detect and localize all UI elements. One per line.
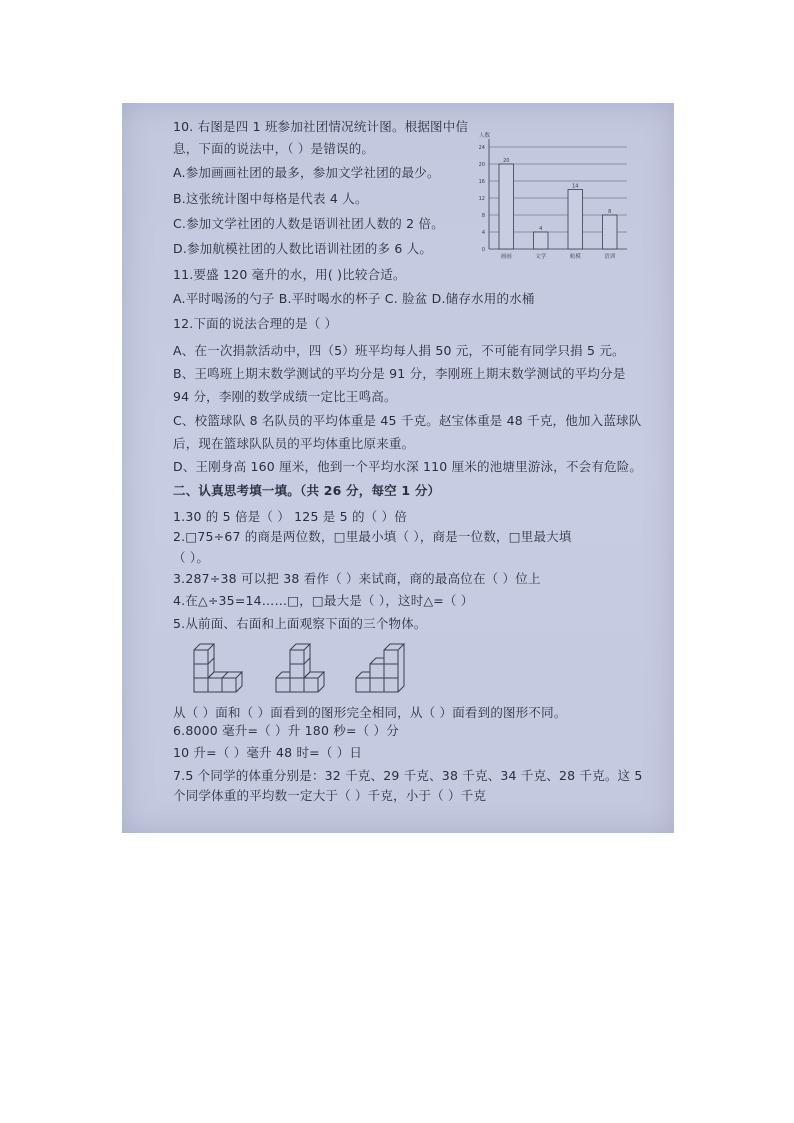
worksheet-line-25: 7.5 个同学的体重分别是：32 千克、29 千克、38 千克、34 千克、28 千克。这 5	[173, 768, 643, 783]
cube-object-2	[276, 644, 324, 692]
worksheet-line-10: B、王鸣班上期末数学测试的平均分是 91 分，李刚班上期末数学测试的平均分是	[173, 366, 626, 381]
bar-文学	[534, 232, 548, 249]
worksheet-line-15: 二、认真思考填一填。（共 26 分，每空 1 分）	[173, 483, 441, 498]
worksheet-line-26: 个同学体重的平均数一定大于（ ）千克，小于（ ）千克	[173, 788, 487, 803]
worksheet-line-18: （ ）。	[173, 550, 210, 565]
y-tick-3: 12	[478, 196, 485, 202]
y-tick-5: 20	[478, 162, 485, 168]
y-tick-4: 16	[478, 179, 485, 185]
worksheet-line-8: 12.下面的说法合理的是（ ）	[173, 316, 338, 331]
worksheet-line-23: 6.8000 毫升=（ ）升 180 秒=（ ）分	[173, 723, 399, 738]
worksheet-line-21: 5.从前面、右面和上面观察下面的三个物体。	[173, 616, 427, 631]
cube-object-1	[194, 644, 242, 692]
club-bar-chart	[467, 131, 632, 263]
worksheet-line-7: A.平时喝汤的勺子 B.平时喝水的杯子 C. 脸盆 D.储存水用的水桶	[173, 291, 535, 306]
worksheet-line-3: B.这张统计图中每格是代表 4 人。	[173, 191, 368, 206]
worksheet-line-16: 1.30 的 5 倍是（ ） 125 是 5 的（ ）倍	[173, 509, 407, 524]
worksheet-line-19: 3.287÷38 可以把 38 看作（ ）来试商，商的最高位在（ ）位上	[173, 571, 541, 586]
data-label-航模: 14	[572, 183, 579, 190]
worksheet-line-6: 11.要盛 120 毫升的水，用( )比较合适。	[173, 267, 406, 282]
worksheet-line-1: 息，下面的说法中，（ ）是错误的。	[173, 141, 375, 156]
worksheet-line-9: A、在一次捐款活动中，四（5）班平均每人捐 50 元，不可能有同学只捐 5 元。	[173, 343, 625, 358]
bar-航模	[568, 190, 582, 250]
worksheet-line-0: 10. 右图是四 1 班参加社团情况统计图。根据图中信	[173, 119, 469, 134]
worksheet-line-14: D、王刚身高 160 厘米，他到一个平均水深 110 厘米的池塘里游泳，不会有危险。	[173, 459, 643, 474]
worksheet-line-20: 4.在△÷35=14……□，□最大是（ ），这时△=（ ）	[173, 593, 474, 608]
worksheet-line-22: 从（ ）面和（ ）面看到的图形完全相同，从（ ）面看到的图形不同。	[173, 705, 567, 720]
cube-objects-figure	[192, 640, 432, 695]
y-tick-6: 24	[478, 145, 485, 151]
worksheet-line-12: C、校篮球队 8 名队员的平均体重是 45 千克。赵宝体重是 48 千克，他加入蓝球队	[173, 413, 642, 428]
y-tick-1: 4	[481, 230, 485, 236]
x-tick-文学: 文学	[535, 254, 547, 260]
worksheet-line-24: 10 升=（ ）毫升 48 时=（ ）日	[173, 745, 363, 760]
x-tick-画画: 画画	[500, 254, 512, 260]
worksheet-line-17: 2.□75÷67 的商是两位数，□里最小填（ ），商是一位数，□里最大填	[173, 529, 572, 544]
y-axis-label: 人数	[479, 133, 491, 139]
worksheet-line-13: 后，现在篮球队队员的平均体重比原来重。	[173, 436, 415, 451]
worksheet-line-2: A.参加画画社团的最多，参加文学社团的最少。	[173, 165, 440, 180]
bar-语训	[603, 215, 617, 249]
y-tick-2: 8	[481, 213, 485, 219]
worksheet-line-5: D.参加航模社团的人数比语训社团的多 6 人。	[173, 241, 433, 256]
photographed-worksheet	[122, 103, 674, 833]
x-tick-语训: 语训	[604, 254, 616, 260]
bar-画画	[499, 164, 513, 249]
cube-object-3	[356, 644, 404, 692]
data-label-画画: 20	[503, 158, 510, 164]
x-tick-航模: 航模	[569, 254, 581, 260]
y-tick-0: 0	[481, 247, 485, 253]
worksheet-line-11: 94 分，李刚的数学成绩一定比王鸣高。	[173, 389, 397, 404]
worksheet-line-4: C.参加文学社团的人数是语训社团人数的 2 倍。	[173, 216, 444, 231]
data-label-文学: 4	[539, 226, 543, 232]
data-label-语训: 8	[608, 209, 612, 215]
